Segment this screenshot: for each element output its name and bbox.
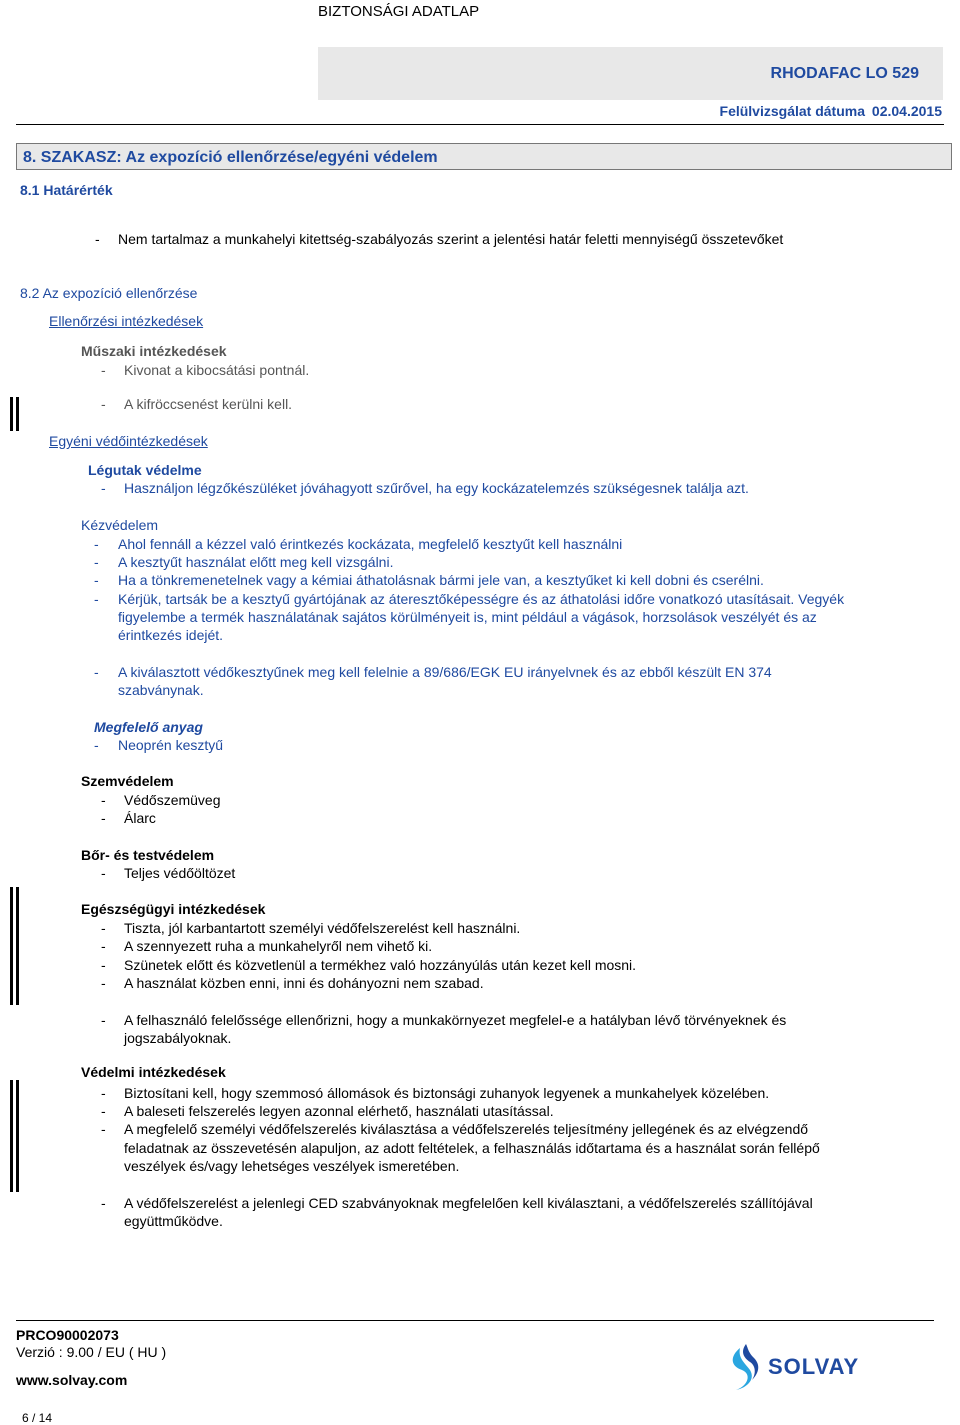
dash: -	[101, 1195, 106, 1211]
logo-wordmark: SOLVAY	[768, 1354, 860, 1379]
skin-title: Bőr- és testvédelem	[81, 847, 215, 863]
s81-title: 8.1 Határérték	[20, 182, 113, 198]
resp-title: Légutak védelme	[88, 462, 202, 478]
dash: -	[101, 920, 106, 936]
hand-item-3: Ha a tönkremenetelnek vagy a kémiai áthatolásnak bármi jele van, a kesztyűket ki kell dobni és cserélni.	[118, 572, 764, 588]
section-title: 8. SZAKASZ: Az expozíció ellenőrzése/egyéni védelem	[23, 149, 438, 166]
website: www.solvay.com	[16, 1372, 128, 1388]
skin-item: Teljes védőöltözet	[124, 865, 236, 881]
dash: -	[101, 975, 106, 991]
prot-item-4: A védőfelszerelést a jelenlegi CED szabványoknak megfelelően kell kiválasztani, a védőfelszerelés szállítójával	[124, 1195, 813, 1211]
change-bar	[16, 887, 19, 1005]
change-bar	[10, 1080, 13, 1192]
hand-title: Kézvédelem	[81, 517, 159, 533]
dash: -	[94, 536, 99, 552]
section-title-box	[16, 143, 952, 170]
resp-item: Használjon légzőkészüléket jóváhagyott szűrővel, ha egy kockázatelemzés szükségesnek találja azt.	[124, 480, 749, 496]
hyg-item-5b: jogszabályoknak.	[124, 1030, 232, 1046]
dash: -	[101, 396, 106, 412]
hyg-item-5: A felhasználó felelőssége ellenőrizni, hogy a munkakörnyezet megfelel-e a hatályban lévő törvényeknek és	[124, 1012, 787, 1028]
prot-title: Védelmi intézkedések	[81, 1064, 226, 1080]
dash: -	[94, 664, 99, 680]
dash: -	[101, 1103, 106, 1119]
dash: -	[101, 1012, 106, 1028]
dash: -	[101, 1121, 106, 1137]
dash: -	[94, 572, 99, 588]
dash: -	[101, 957, 106, 973]
eye-title: Szemvédelem	[81, 773, 174, 789]
prot-item-2: A baleseti felszerelés legyen azonnal elérhető, használati utasítással.	[124, 1103, 554, 1119]
hyg-item-3: Szünetek előtt és közvetlenül a termékhez való hozzányúlás után kezet kell mosni.	[124, 957, 637, 973]
dash: -	[101, 938, 106, 954]
dash: -	[94, 554, 99, 570]
hand-item-1: Ahol fennáll a kézzel való érintkezés kockázata, megfelelő kesztyűt kell használni	[118, 536, 623, 552]
prot-item-3b: feladatnak az összevetésén alapuljon, az adott feltételek, a felhasználás időtartama és a használat során fellépő	[124, 1140, 820, 1156]
dash: -	[101, 810, 106, 826]
prot-item-4b: együttműködve.	[124, 1213, 223, 1229]
product-code: PRCO90002073	[16, 1327, 119, 1343]
hand-item-4b: figyelembe a termék használatának sajátos körülményeit is, mint például a vágások, horzsolások veszélyét és az	[118, 609, 817, 625]
change-bar	[16, 1080, 19, 1192]
dash: -	[101, 865, 106, 881]
version: Verzió : 9.00 / EU ( HU )	[16, 1344, 167, 1360]
header-divider	[16, 124, 944, 125]
hand-item-4c: érintkezés idejét.	[118, 627, 224, 643]
prot-item-1: Biztosítani kell, hogy szemmosó állomások és biztonsági zuhanyok legyenek a munkahelyek közelében.	[124, 1085, 770, 1101]
control-title: Ellenőrzési intézkedések	[49, 313, 204, 329]
change-bar	[16, 397, 19, 431]
eng-title: Műszaki intézkedések	[81, 343, 227, 359]
product-box	[318, 47, 943, 100]
revision-date: 02.04.2015	[871, 103, 942, 119]
material-title: Megfelelő anyag	[94, 719, 203, 735]
dash: -	[95, 231, 100, 247]
footer-divider	[16, 1320, 934, 1321]
document-title: BIZTONSÁGI ADATLAP	[318, 3, 480, 20]
eye-item-2: Álarc	[124, 810, 156, 826]
dash: -	[94, 737, 99, 753]
page-number: 6 / 14	[22, 1411, 53, 1425]
dash: -	[101, 1085, 106, 1101]
s82-title: 8.2 Az expozíció ellenőrzése	[20, 285, 198, 301]
revision-label: Felülvizsgálat dátuma	[719, 103, 865, 119]
dash: -	[101, 792, 106, 808]
prot-item-3c: veszélyek és/vagy lehetséges veszélyek ismeretében.	[124, 1158, 460, 1174]
eye-item-1: Védőszemüveg	[124, 792, 221, 808]
eng-item-1: Kivonat a kibocsátási pontnál.	[124, 362, 310, 378]
hand-item-4: Kérjük, tartsák be a kesztyű gyártójának az áteresztőképességre és az áthatolási időre vonatkozó utasításait. Vegyék	[118, 591, 845, 607]
prot-item-3: A megfelelő személyi védőfelszerelés kiválasztása a védőfelszerelés teljesítmény jellegének és az elvégzendő	[124, 1121, 809, 1137]
dash: -	[101, 362, 106, 378]
eng-item-2: A kifröccsenést kerülni kell.	[124, 396, 293, 412]
ppe-title: Egyéni védőintézkedések	[49, 433, 208, 449]
hand-item-5b: szabványnak.	[118, 682, 204, 698]
hyg-item-2: A szennyezett ruha a munkahelyről nem vihető ki.	[124, 938, 433, 954]
hand-item-5: A kiválasztott védőkesztyűnek meg kell felelnie a 89/686/EGK EU irányelvnek és az ebből készült EN 374	[118, 664, 772, 680]
dash: -	[101, 480, 106, 496]
dash: -	[94, 591, 99, 607]
change-bar	[10, 397, 13, 431]
s81-item: Nem tartalmaz a munkahelyi kitettség-szabályozás szerint a jelentési határ feletti mennyiségű összetevőket	[118, 231, 784, 247]
material-item: Neoprén kesztyű	[118, 737, 224, 753]
hyg-item-1: Tiszta, jól karbantartott személyi védőfelszerelést kell használni.	[124, 920, 521, 936]
hand-item-2: A kesztyűt használat előtt meg kell vizsgálni.	[118, 554, 394, 570]
solvay-logo	[726, 1340, 860, 1396]
product-name: RHODAFAC LO 529	[770, 65, 919, 82]
change-bar	[10, 887, 13, 1005]
hyg-item-4: A használat közben enni, inni és dohányozni nem szabad.	[124, 975, 484, 991]
hyg-title: Egészségügyi intézkedések	[81, 901, 266, 917]
